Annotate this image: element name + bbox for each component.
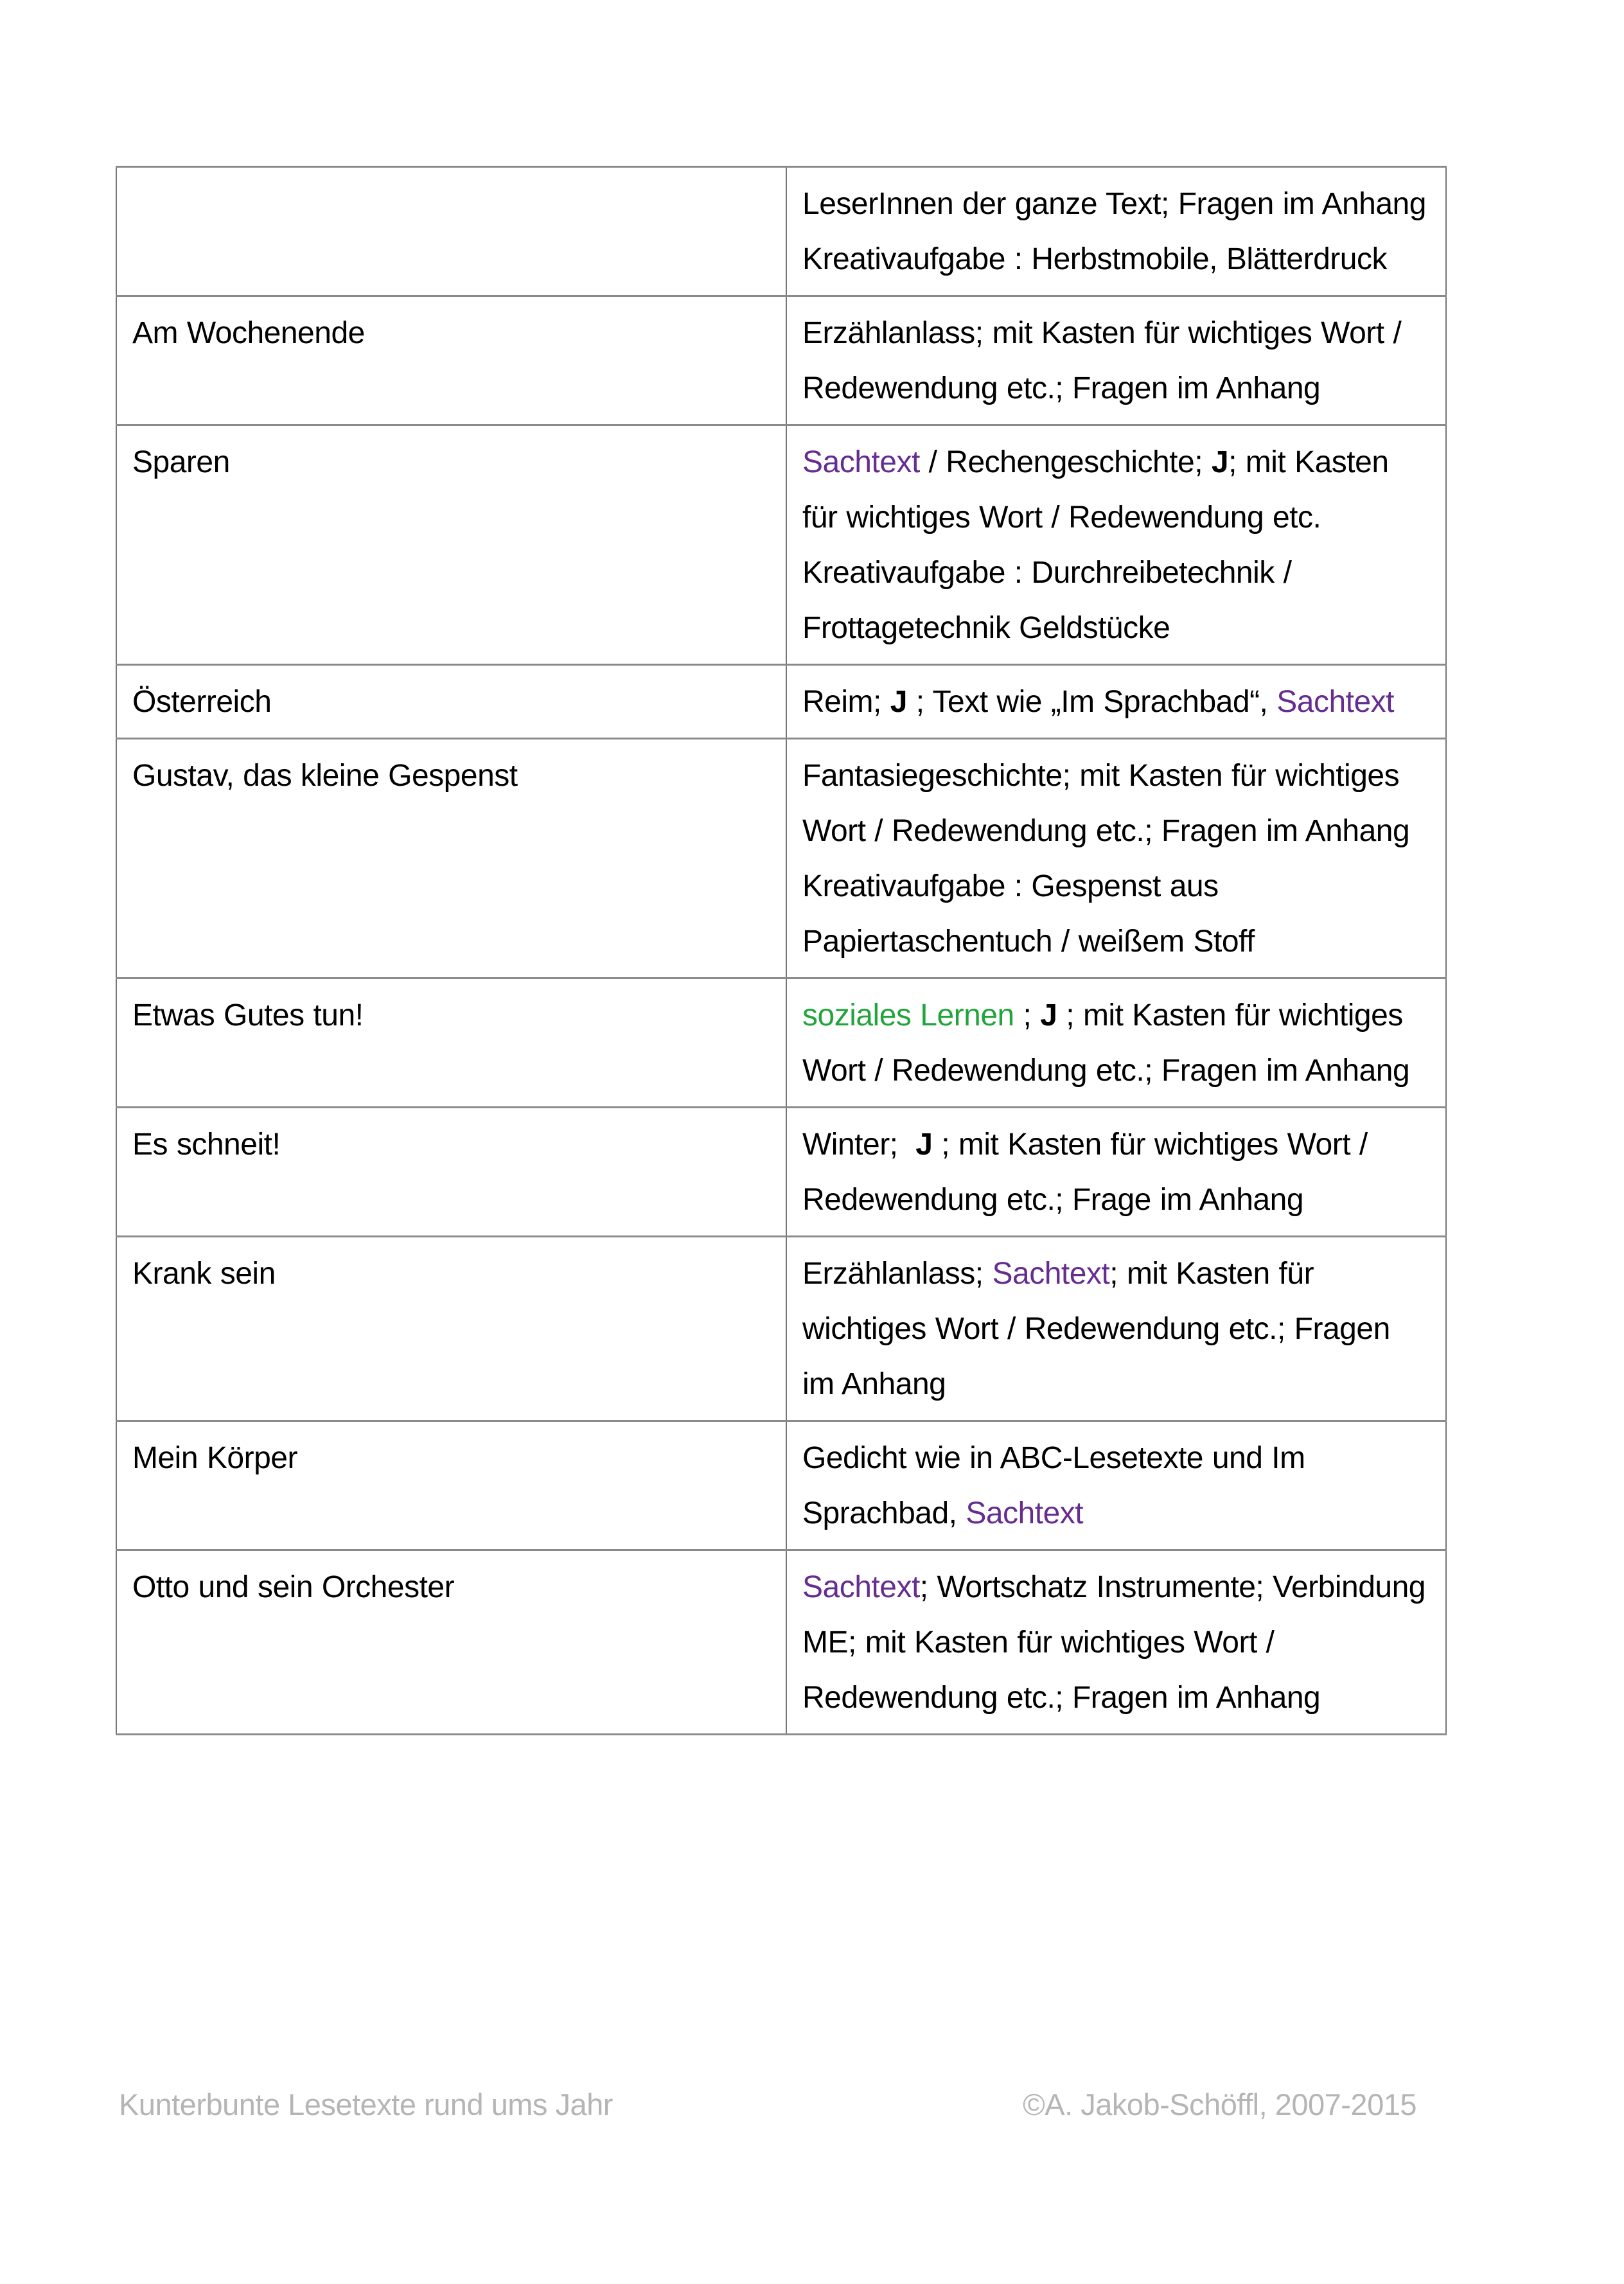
description-cell [786,665,1446,739]
plain-text: ; mit Kasten für wichtiges Wort / Redewendung etc.; Fragen im Anhang [802,998,1410,1088]
title-cell: Mein Körper [116,1421,786,1550]
plain-text: Gedicht wie in ABC-Lesetexte und Im Sprachbad, [802,1441,1305,1530]
plain-text: J [890,685,907,719]
plain-text: ; [1014,998,1041,1032]
description-paragraph [802,859,1429,969]
description-paragraph [802,545,1429,656]
description-paragraph [802,1246,1429,1412]
plain-text: J [1211,445,1229,479]
description-cell [786,1237,1446,1421]
table-row [116,167,1446,296]
plain-text: Erzählanlass; mit Kasten für wichtiges Wort / Redewendung etc.; Fragen im Anhang [802,316,1402,405]
plain-text: Fantasiegeschichte; mit Kasten für wichtiges Wort / Redewendung etc.; Fragen im Anhang [802,759,1410,848]
description-paragraph [802,675,1429,730]
plain-text: ; mit Kasten für wichtiges Wort / Redewendung etc.; Fragen im Anhang [802,1257,1390,1401]
description-cell [786,1421,1446,1550]
plain-text: Erzählanlass; [802,1257,993,1291]
plain-text: J [1040,998,1057,1032]
footer-document-title: Kunterbunte Lesetexte rund ums Jahr [119,2087,613,2121]
description-paragraph [802,306,1429,416]
description-cell [786,978,1446,1108]
title-cell: Krank sein [116,1237,786,1421]
table-row [116,978,1446,1108]
description-cell [786,1108,1446,1237]
title-cell: Etwas Gutes tun! [116,978,786,1108]
description-paragraph [802,1431,1429,1541]
plain-text: ; Text wie „Im Sprachbad“, [906,685,1277,719]
description-cell [786,1550,1446,1735]
plain-text: ; mit Kasten für wichtiges Wort / Redewendung etc.; Frage im Anhang [802,1128,1368,1217]
description-cell [786,167,1446,296]
table-body [116,167,1446,1735]
plain-text: LeserInnen der ganze Text; Fragen im Anhang [802,187,1426,221]
title-cell: Am Wochenende [116,296,786,425]
table-row [116,1108,1446,1237]
table-row [116,1550,1446,1735]
plain-text: Kreativaufgabe : Durchreibetechnik / Frottagetechnik Geldstücke [802,556,1292,645]
highlighted-text: Sachtext [802,1570,920,1604]
table-row [116,1237,1446,1421]
table-row [116,665,1446,739]
title-cell: Gustav, das kleine Gespenst [116,739,786,978]
description-paragraph [802,1560,1429,1726]
plain-text: Kreativaufgabe : Herbstmobile, Blätterdruck [802,242,1387,276]
highlighted-text: Sachtext [1276,685,1395,719]
highlighted-text: soziales Lernen [802,998,1014,1032]
description-paragraph [802,435,1429,545]
description-paragraph [802,177,1429,232]
plain-text: Kreativaufgabe : Gespenst aus Papiertaschentuch / weißem Stoff [802,869,1255,959]
description-paragraph [802,988,1429,1099]
table-row [116,1421,1446,1550]
highlighted-text: Sachtext [802,445,920,479]
plain-text: ; mit Kasten für wichtiges Wort / Redewendung etc. [802,445,1389,535]
highlighted-text: Sachtext [966,1496,1084,1530]
footer-copyright: ©A. Jakob-Schöffl, 2007-2015 [1023,2087,1417,2121]
description-cell [786,425,1446,665]
description-paragraph [802,232,1429,287]
title-cell: Es schneit! [116,1108,786,1237]
title-cell: Österreich [116,665,786,739]
title-cell: Sparen [116,425,786,665]
table-row [116,425,1446,665]
plain-text: Winter; [802,1128,916,1162]
page-footer [119,2087,1417,2123]
description-cell [786,739,1446,978]
description-cell [786,296,1446,425]
table-row [116,739,1446,978]
lesson-overview-table-wrap [116,166,1426,1735]
title-cell: Otto und sein Orchester [116,1550,786,1735]
highlighted-text: Sachtext [992,1257,1110,1291]
lesson-overview-table [116,166,1447,1735]
plain-text: ; Wortschatz Instrumente; Verbindung ME; mit Kasten für wichtiges Wort / Redewendung etc.; Fragen im Anhang [802,1570,1425,1715]
plain-text: / Rechengeschichte; [919,445,1212,479]
plain-text: Reim; [802,685,890,719]
table-row [116,296,1446,425]
title-cell [116,167,786,296]
description-paragraph [802,1117,1429,1228]
description-paragraph [802,748,1429,859]
plain-text: J [915,1128,933,1162]
